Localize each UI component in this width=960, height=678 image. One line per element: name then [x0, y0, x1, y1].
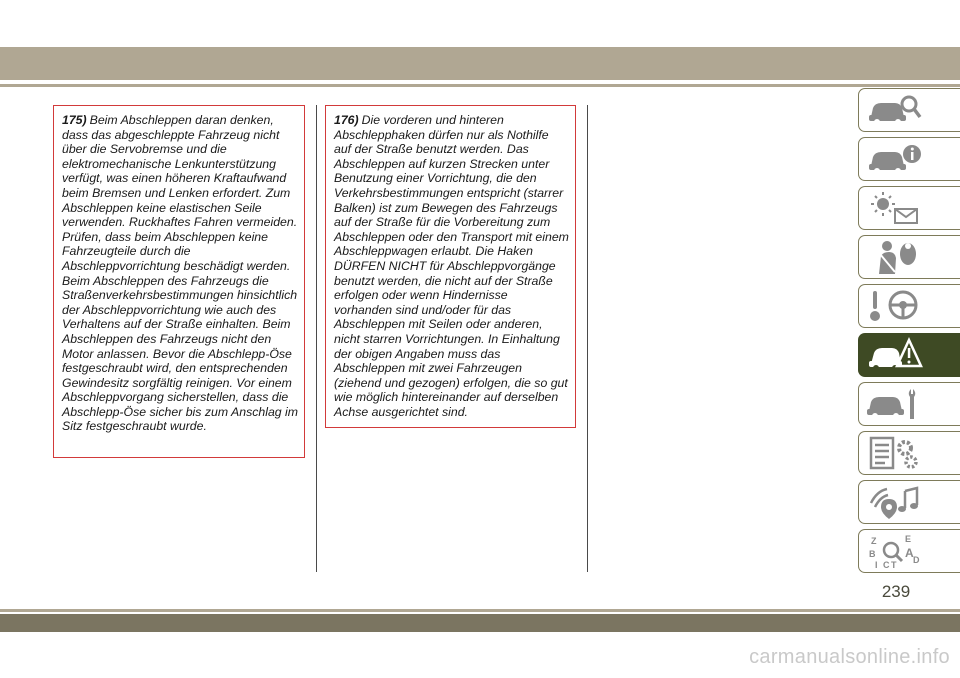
tab-car-search[interactable] [858, 88, 960, 132]
footer-band [0, 614, 960, 632]
footer-rule [0, 609, 960, 612]
emergency-car-icon [865, 336, 925, 374]
car-maintenance-icon [865, 385, 925, 423]
tab-safety[interactable] [858, 235, 960, 279]
header-rule [0, 84, 960, 87]
seatbelt-airbag-icon [865, 238, 925, 276]
tab-warning-lights[interactable] [858, 186, 960, 230]
header-band [0, 47, 960, 80]
svg-text:E: E [905, 534, 912, 544]
warning-box-175 [53, 105, 305, 458]
warning-lights-icon [865, 189, 925, 227]
warning-number: 175) [62, 113, 87, 127]
alphabetical-index-icon [865, 532, 925, 570]
tab-car-info[interactable] [858, 137, 960, 181]
page-number: 239 [881, 582, 911, 601]
svg-text:D: D [913, 555, 920, 565]
svg-text:A: A [905, 546, 914, 560]
watermark: carmanualsonline.info [749, 646, 950, 668]
tab-steering[interactable] [858, 284, 960, 328]
column-divider [587, 105, 588, 572]
car-search-icon [865, 91, 925, 129]
tab-index[interactable] [858, 529, 960, 573]
warning-box-176 [325, 105, 576, 428]
warning-text: Beim Abschleppen daran denken, dass das abgeschleppte Fahrzeug nicht über die Servobremse und die elektromechanische Lenkunterstützung verfügt, was einen höheren Kraftaufwand beim Bremsen und Lenken erfordert. Zum Abschleppen keine elastischen Seile verwenden. Ruckhaftes Fahren vermeiden. Prüfen, dass beim Abschleppen keine Fahrzeugteile durch die Abschleppvorrichtung beschädigt werden. Beim Abschleppen des Fahrzeugs die Straßenverkehrsbestimmungen hinsichtlich der Abschleppvorrichtung wie auch des Verhaltens auf der Straße einhalten. Beim Abschleppen des Fahrzeugs nicht den Motor anlassen. Bevor die Abschlepp-Öse festgeschraubt wird, den entsprechenden Gewindesitz sorgfältig reinigen. Vor einem Abschleppvorgang sicherstellen, dass die Abschlepp-Öse sicher bis zum Anschlag im Sitz festgeschraubt wurde. [62, 113, 299, 434]
warning-text: Die vorderen und hinteren Abschlepphaken dürfen nur als Nothilfe auf der Straße benutzt werden. Das Abschleppen auf kurzen Strecken unter Benutzung einer Vorrichtung, die den Verkehrsbestimmungen entspricht (starrer Balken) ist zum Bewegen des Fahrzeugs auf der Straße für die Vorbereitung zum Abschleppen oder den Transport mit einem Abschleppwagen erlaubt. Die Haken DÜRFEN NICHT für Abschleppvorgänge benutzt werden, die nicht auf der Straße erfolgen oder wenn Hindernisse vorhanden sind und/oder für das Abschleppen mit Seilen oder anderen, nicht starren Vorrichtungen. In Einhaltung der obigen Angaben muss das Abschleppen mit zwei Fahrzeugen (ziehend und gezogen) erfolgen, die so gut wie möglich hintereinander auf derselben Achse ausgerichtet sind. [334, 113, 569, 419]
column-divider [316, 105, 317, 572]
steering-controls-icon [865, 287, 925, 325]
svg-text:I: I [875, 560, 878, 570]
multimedia-icon [865, 483, 925, 521]
svg-text:Z: Z [871, 536, 877, 546]
svg-text:T: T [891, 560, 897, 570]
svg-text:C: C [883, 560, 890, 570]
car-info-icon [865, 140, 925, 178]
tab-maintenance[interactable] [858, 382, 960, 426]
svg-text:B: B [869, 549, 876, 559]
tab-emergency[interactable] [858, 333, 960, 377]
warning-number: 176) [334, 113, 359, 127]
specifications-icon [865, 434, 925, 472]
tab-multimedia[interactable] [858, 480, 960, 524]
tab-specifications[interactable] [858, 431, 960, 475]
